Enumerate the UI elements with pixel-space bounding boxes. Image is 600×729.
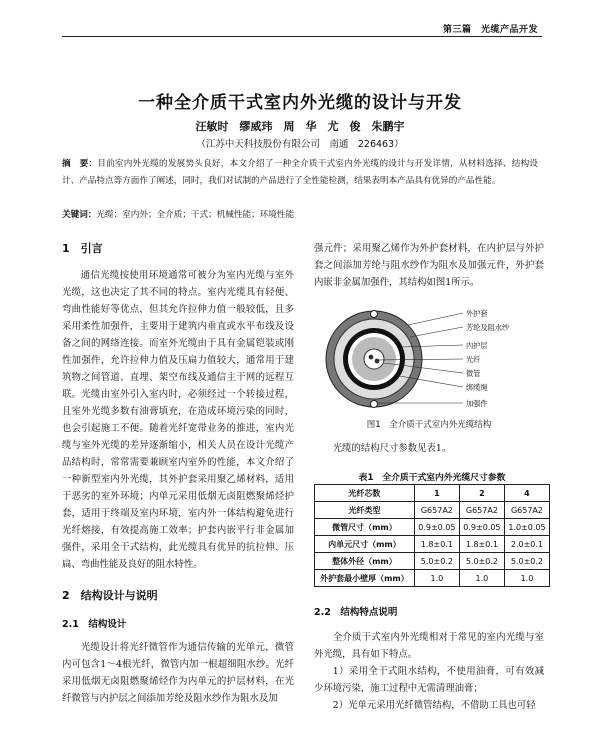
table-cell: 1.8±0.1 (414, 536, 459, 553)
figure-label: 加强件 (466, 399, 488, 408)
figure-label: 芳纶及阻水纱 (466, 323, 510, 332)
section-2-2-heading: 2.2 结构特点说明 (314, 607, 398, 618)
cable-structure-figure (318, 305, 548, 413)
header-text: 第三篇 光缆产品开发 (442, 25, 538, 35)
table-cell: 1.0 (504, 570, 549, 587)
strength-member (371, 401, 378, 408)
table-cell: 1.0 (414, 570, 459, 587)
spec-table (314, 484, 550, 587)
figure-label: 外护套 (466, 309, 488, 318)
section-2-1-paragraph: 光缆设计将光纤微管作为通信传输的光单元，微管内可包含1～4根光纤，微管内加一根超细阻水纱。光纤采用低烟无卤阻燃聚烯烃作为内单元的护层材料，在光纤微管与内护层之间添加芳纶及阻水纱作为阻水及加 (62, 642, 294, 704)
table-cell: 1.0±0.05 (504, 519, 549, 536)
figure-label: 内护层 (466, 341, 488, 350)
table-cell: 5.0±0.2 (414, 553, 459, 570)
section-2-1-heading: 2.1 结构设计 (62, 619, 127, 630)
figure-label: 微管 (466, 369, 481, 378)
table-header-cell: 2 (459, 485, 504, 502)
figure-label: 绑缆绳 (466, 383, 488, 392)
abstract (62, 156, 538, 189)
table-row (315, 519, 550, 536)
micro-tube (364, 349, 384, 369)
table-header-cell: 4 (504, 485, 549, 502)
table-row (315, 570, 550, 587)
table-row (315, 536, 550, 553)
keywords-text: 光缆；室内外；全介质；干式；机械性能；环境性能 (96, 210, 295, 220)
table-cell: G657A2 (414, 502, 459, 519)
figure-caption: 图1 全介质干式室内外光缆结构 (366, 420, 492, 430)
section-2-heading: 2 结构设计与说明 (62, 589, 158, 602)
table-cell: 内单元尺寸（mm） (315, 536, 415, 553)
abstract-label: 摘 要： (62, 159, 98, 169)
affiliation: （江苏中天科技股份有限公司 南通 226463） (196, 139, 404, 150)
table-header-row (315, 485, 550, 502)
figure-label: 光纤 (466, 355, 481, 364)
right-column-top (314, 240, 544, 291)
table-intro-text: 光缆的结构尺寸参数见表1。 (332, 443, 452, 454)
table-cell: 整体外径（mm） (315, 553, 415, 570)
table-cell: 1.0 (459, 570, 504, 587)
optical-fiber (369, 355, 374, 360)
keywords-label: 关键词： (62, 210, 97, 220)
table-row (315, 502, 550, 519)
table-intro (314, 440, 544, 457)
section-1-heading: 1 引言 (62, 242, 103, 255)
table-cell: 微管尺寸（mm） (315, 519, 415, 536)
keywords (62, 208, 538, 220)
running-header (0, 0, 600, 42)
section-2-1-continued: 强元件；采用聚乙烯作为外护套材料，在内护层与外护套之间添加芳纶与阻水纱作为阻水及加强元件，外护套内嵌非金属加强件，其结构如图1所示。 (314, 243, 544, 288)
table-cell: G657A2 (504, 502, 549, 519)
feature-item-2: 2）光单元采用光纤微管结构，不借助工具也可轻 (332, 700, 536, 711)
left-column (62, 240, 294, 707)
strength-member (371, 311, 378, 318)
right-column-bottom (314, 604, 544, 714)
optical-fiber (375, 359, 380, 364)
abstract-text: 目前室内外光缆的发展势头良好，本文介绍了一种全介质干式室内外光缆的设计与开发详情，从材料选择、结构设计、产品特点等方面作了阐述，同时，我们对试制的产品进行了全性能检测，结果表明本产品具有优异的产品性能。 (62, 159, 538, 186)
table-cell: 0.9±0.05 (414, 519, 459, 536)
table-cell: 1.8±0.1 (459, 536, 504, 553)
feature-item-1: 1）采用全干式阻水结构，不使用油膏，可有效减少环境污染，施工过程中无需清理油膏； (314, 666, 544, 694)
header-rule (62, 36, 542, 37)
table-row (315, 553, 550, 570)
section-2-2-paragraph: 全介质干式室内外光缆相对于常见的室内光缆与室外光缆，具有如下特点。 (314, 632, 544, 660)
table-cell: 5.0±0.2 (459, 553, 504, 570)
author-list: 汪敏时 缪威玮 周 华 尤 俊 朱鹏宇 (195, 120, 405, 133)
table-cell: 光纤类型 (315, 502, 415, 519)
table-header-cell: 光纤芯数 (315, 485, 415, 502)
table-cell: 5.0±0.2 (504, 553, 549, 570)
section-1-paragraph: 通信光缆按使用环境通常可被分为室内光缆与室外光缆，这也决定了其不同的特点。室内光缆具有轻便、弯曲性能好等优点，但其允许拉伸力值一般较低，且多采用柔性加强件，主要用于建筑内垂直或水平布线及设备之间的网络连接。而室外光缆由于具有金属铠装或刚性加强件，允许拉伸力值及压扁力值较大，通常用于建筑物之间管道、直埋、架空布线及通信主干网的远程互联。光缆由室外引入室内时，必须经过一个转接过程，且室外光缆多数有油膏填充，在造成环境污染的同时，也会引起施工不便。随着光纤宽带业务的推进，室内光缆与室外光缆的差异逐渐缩小，相关人员在设计光缆产品结构时，常常需要兼顾室内室外的性能，本文介绍了一种新型室内外光缆，其外护套采用聚乙烯材料，适用于恶劣的室外环境；内单元采用低烟无卤阻燃聚烯烃护套，适用于终端及室内环境，室内外一体结构避免进行光纤熔接，有效提高施工效率；护套内嵌平行非金属加强件，采用全干式结构，此光缆具有优异的抗拉伸、压扁、弯曲性能及良好的阻水特性。 (62, 270, 294, 570)
table-cell: G657A2 (459, 502, 504, 519)
table-header-cell: 1 (414, 485, 459, 502)
paper-title: 一种全介质干式室内外光缆的设计与开发 (138, 93, 462, 113)
table-caption: 表1 全介质干式室内外光缆尺寸参数 (358, 473, 506, 483)
table-cell: 0.9±0.05 (459, 519, 504, 536)
table-cell: 2.0±0.1 (504, 536, 549, 553)
table-cell: 外护套最小壁厚（mm） (315, 570, 415, 587)
